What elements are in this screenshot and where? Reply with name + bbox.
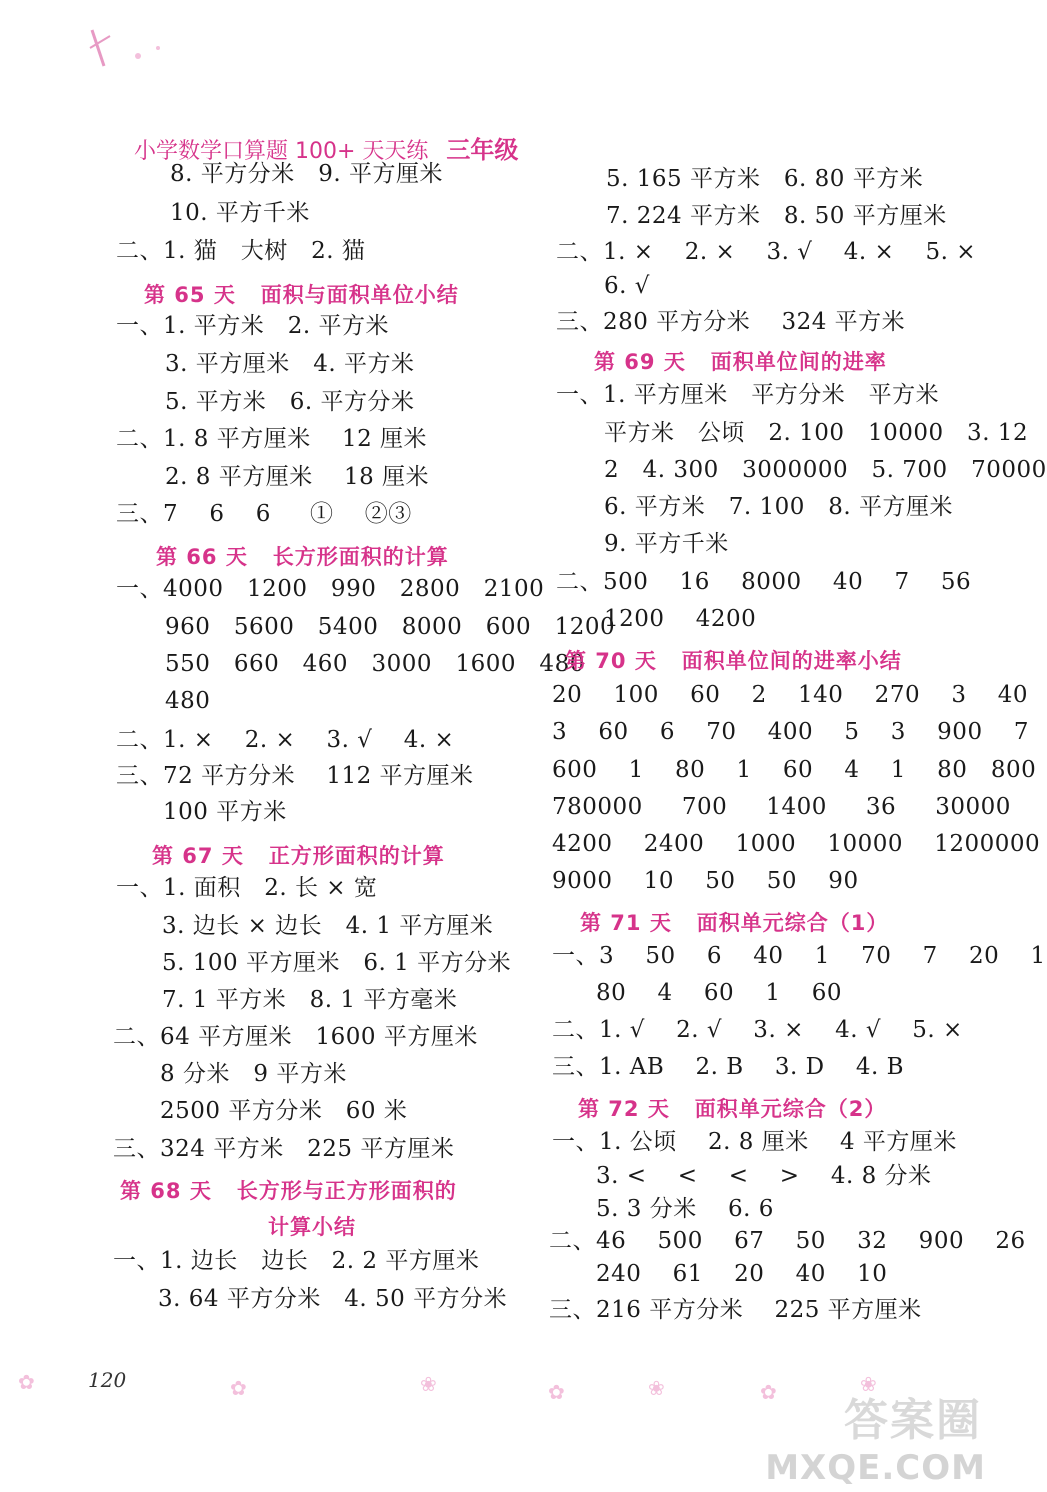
flower-decoration-icon: ✿ (18, 1370, 35, 1394)
page-number: 120 (88, 1368, 127, 1392)
answer-line: 6. 平方米 7. 100 8. 平方厘米 (604, 494, 954, 520)
section-heading-day-67: 第 67 天 正方形面积的计算 (152, 844, 445, 868)
answer-line: 3. 平方厘米 4. 平方米 (165, 351, 415, 377)
answer-line: 3. 边长 × 边长 4. 1 平方厘米 (162, 913, 494, 939)
answer-line: 5. 3 分米 6. 6 (596, 1196, 774, 1222)
answer-line: 240 61 20 40 10 (596, 1261, 888, 1287)
answer-line: 二、1. √ 2. √ 3. × 4. √ 5. × (552, 1017, 963, 1043)
watermark-logo: 答案圈 (844, 1395, 982, 1446)
answer-line: 一、1. 平方米 2. 平方米 (116, 313, 389, 339)
answer-line: 二、1. × 2. × 3. √ 4. × (116, 727, 455, 753)
answer-line: 3. 64 平方分米 4. 50 平方分米 (158, 1286, 508, 1312)
answer-line: 7. 224 平方米 8. 50 平方厘米 (606, 203, 947, 229)
answer-line: 600 1 80 1 60 4 1 80 800 (552, 757, 1037, 783)
answer-line: 三、72 平方分米 112 平方厘米 (116, 763, 474, 789)
answer-line: 80 4 60 1 60 (596, 980, 843, 1006)
flower-decoration-icon: ✿ (760, 1380, 777, 1404)
answer-line: 5. 平方米 6. 平方分米 (165, 389, 415, 415)
answer-line: 3 60 6 70 400 5 3 900 7 (552, 719, 1029, 745)
answer-line: 三、216 平方分米 225 平方厘米 (549, 1297, 922, 1323)
flower-decoration-icon: ✿ (230, 1376, 247, 1400)
answer-line: 一、3 50 6 40 1 70 7 20 1 (552, 943, 1046, 969)
answer-line: 2500 平方分米 60 米 (160, 1098, 408, 1124)
answer-line: 二、1. 8 平方厘米 12 厘米 (116, 426, 428, 452)
answer-line: 100 平方米 (163, 799, 287, 825)
answer-line: 一、1. 边长 边长 2. 2 平方厘米 (113, 1248, 480, 1274)
section-heading-day-68: 第 68 天 长方形与正方形面积的 (120, 1179, 457, 1203)
answer-line: 一、1. 平方厘米 平方分米 平方米 (556, 382, 940, 408)
book-header (120, 108, 518, 166)
answer-line: 二、1. 猫 大树 2. 猫 (116, 238, 366, 264)
section-heading-day-71: 第 71 天 面积单元综合（1） (580, 911, 889, 935)
book-title: 小学数学口算题 100+ 天天练 (134, 139, 429, 164)
answer-line: 三、7 6 6 ① ②③ (116, 501, 412, 527)
answer-line: 480 (165, 688, 211, 714)
grade-label: 三年级 (446, 136, 519, 164)
answer-line: 三、324 平方米 225 平方厘米 (113, 1136, 455, 1162)
answer-line: 一、1. 公顷 2. 8 厘米 4 平方厘米 (552, 1129, 957, 1155)
answer-line: 10. 平方千米 (170, 200, 310, 226)
answer-line: 二、1. × 2. × 3. √ 4. × 5. × (556, 239, 976, 265)
answer-line: 5. 165 平方米 6. 80 平方米 (606, 166, 924, 192)
watermark-url: MXQE.COM (765, 1448, 986, 1488)
section-heading-day-66: 第 66 天 长方形面积的计算 (156, 545, 449, 569)
answer-line: 二、46 500 67 50 32 900 26 (549, 1228, 1026, 1254)
answer-line: 6. √ (604, 273, 650, 299)
section-heading-day-69: 第 69 天 面积单位间的进率 (594, 350, 887, 374)
answer-line: 三、1. AB 2. B 3. D 4. B (552, 1054, 905, 1080)
corner-flourish-icon (88, 26, 178, 76)
answer-line: 7. 1 平方米 8. 1 平方毫米 (162, 987, 458, 1013)
answer-line: 二、64 平方厘米 1600 平方厘米 (113, 1024, 478, 1050)
flower-decoration-icon: ❀ (420, 1372, 437, 1396)
flower-decoration-icon: ❀ (860, 1372, 877, 1396)
answer-line: 5. 100 平方厘米 6. 1 平方分米 (162, 950, 512, 976)
answer-line: 3. < < < > 4. 8 分米 (596, 1163, 932, 1189)
answer-line: 9000 10 50 50 90 (552, 868, 859, 894)
answer-line: 960 5600 5400 8000 600 1200 (165, 614, 616, 640)
flower-decoration-icon: ❀ (648, 1376, 665, 1400)
section-heading-day-65: 第 65 天 面积与面积单位小结 (144, 283, 459, 307)
answer-line: 4200 2400 1000 10000 1200000 (552, 831, 1041, 857)
answer-line: 550 660 460 3000 1600 480 (165, 651, 585, 677)
answer-line: 一、1. 面积 2. 长 × 宽 (116, 875, 378, 901)
flower-decoration-icon: ✿ (548, 1380, 565, 1404)
answer-line: 二、500 16 8000 40 7 56 (556, 569, 972, 595)
answer-line: 9. 平方千米 (604, 531, 729, 557)
answer-line: 1200 4200 (604, 606, 757, 632)
section-heading-day-70: 第 70 天 面积单位间的进率小结 (565, 649, 902, 673)
section-heading-day-72: 第 72 天 面积单元综合（2） (578, 1097, 887, 1121)
answer-line: 8 分米 9 平方米 (160, 1061, 347, 1087)
answer-line: 8. 平方分米 9. 平方厘米 (170, 161, 443, 187)
answer-line: 平方米 公顷 2. 100 10000 3. 12 (604, 420, 1029, 446)
answer-line: 三、280 平方分米 324 平方米 (556, 309, 906, 335)
answer-line: 一、4000 1200 990 2800 2100 (116, 576, 545, 602)
section-heading-day-68-cont: 计算小结 (268, 1215, 356, 1239)
answer-line: 2. 8 平方厘米 18 厘米 (165, 464, 430, 490)
answer-line: 20 100 60 2 140 270 3 40 (552, 682, 1028, 708)
answer-line: 780000 700 1400 36 30000 (552, 794, 1011, 820)
answer-line: 2 4. 300 3000000 5. 700 70000 (604, 457, 1047, 483)
